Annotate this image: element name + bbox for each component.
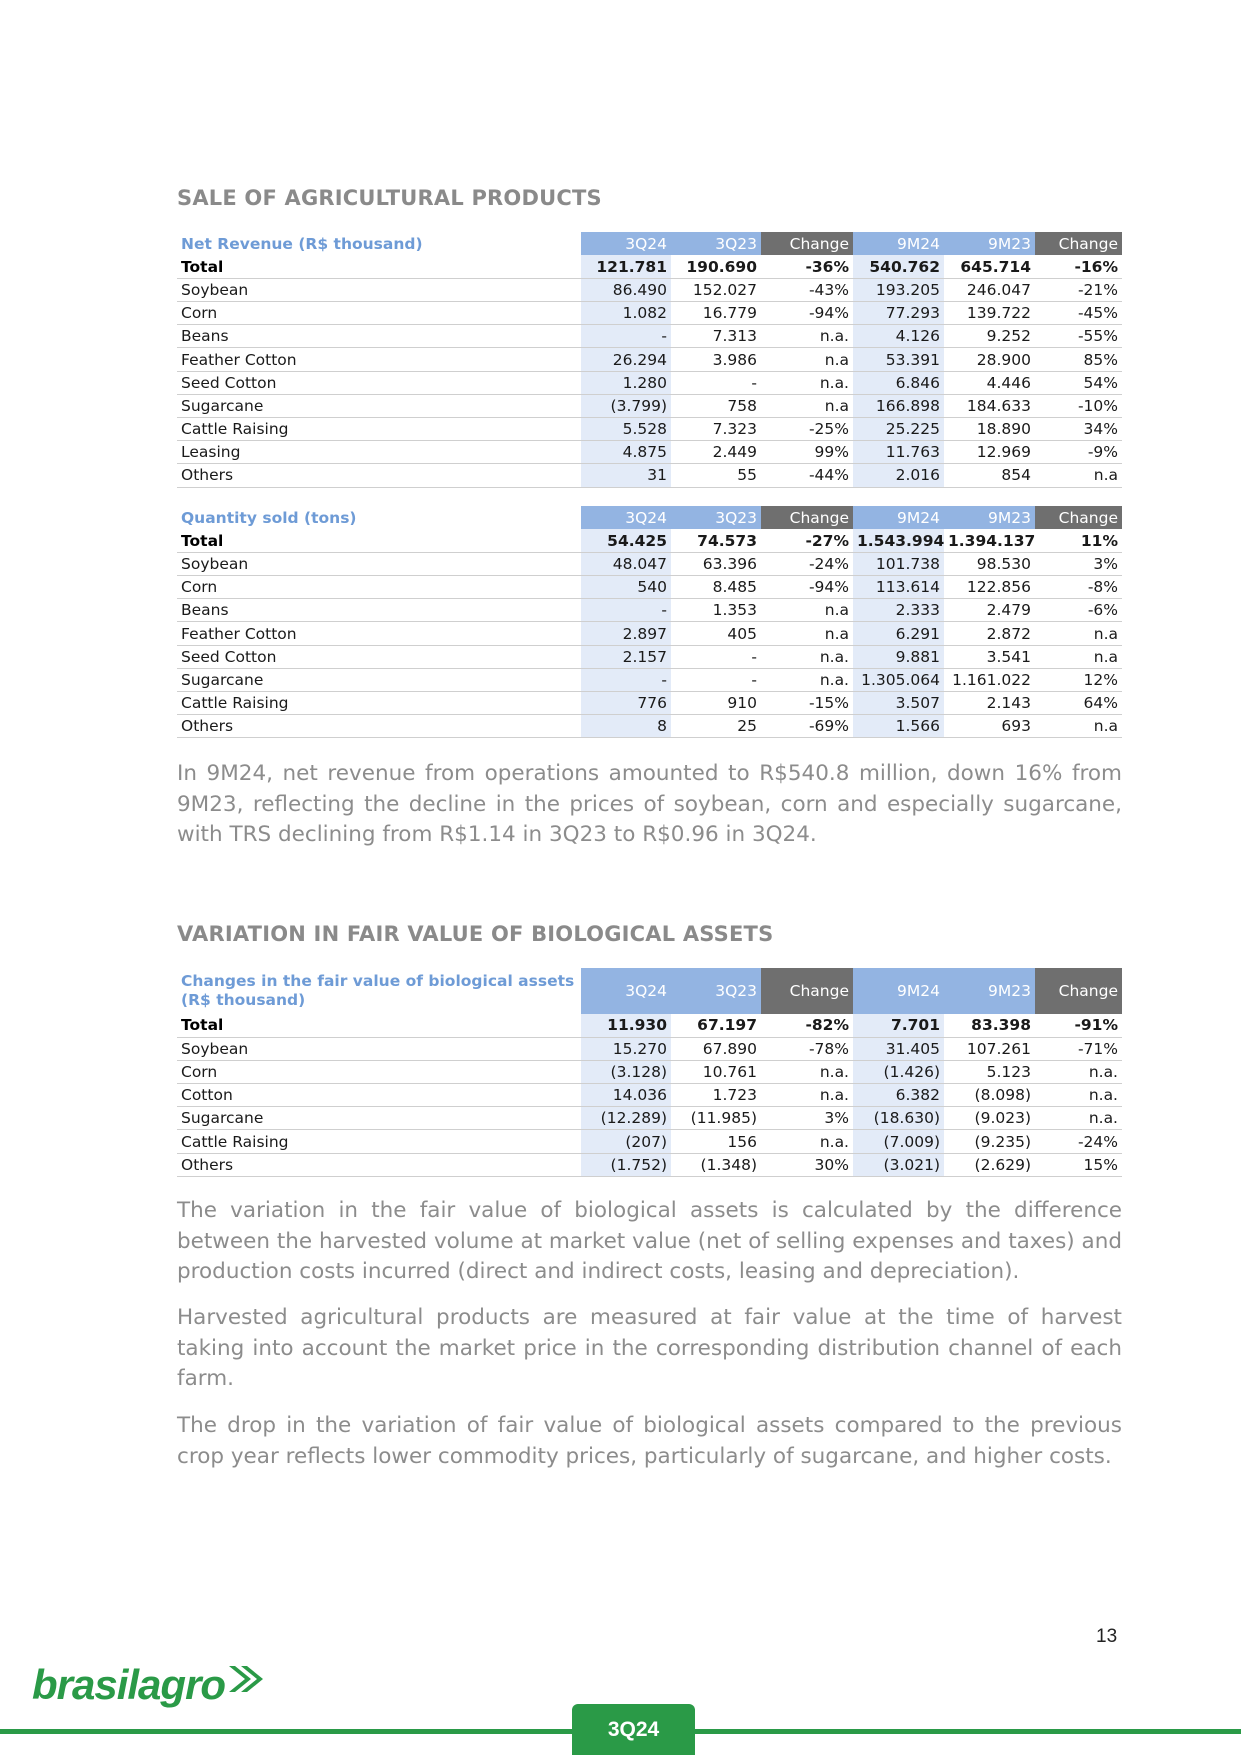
table-header-row xyxy=(177,506,1122,529)
column-header: 3Q24 xyxy=(581,506,671,529)
table-total-row xyxy=(177,1014,1122,1037)
table-cell: -78% xyxy=(761,1037,853,1060)
table-cell: (11.985) xyxy=(671,1107,761,1130)
table-cell: 67.890 xyxy=(671,1037,761,1060)
table-cell: -16% xyxy=(1035,255,1122,278)
table-cell: -94% xyxy=(761,576,853,599)
table-cell: -71% xyxy=(1035,1037,1122,1060)
table-cell: 12% xyxy=(1035,668,1122,691)
table-cell: 18.890 xyxy=(944,418,1035,441)
table-cell: 85% xyxy=(1035,348,1122,371)
column-header: 9M23 xyxy=(944,232,1035,255)
row-label: Feather Cotton xyxy=(177,348,581,371)
table-row xyxy=(177,692,1122,715)
column-header: 9M24 xyxy=(853,506,944,529)
table-cell: -25% xyxy=(761,418,853,441)
column-header: Change xyxy=(1035,232,1122,255)
logo-wordmark: brasilagro xyxy=(32,1661,226,1708)
table-cell: -82% xyxy=(761,1014,853,1037)
table-cell: 3.986 xyxy=(671,348,761,371)
table-cell: n.a. xyxy=(761,645,853,668)
table-cell: 16.779 xyxy=(671,302,761,325)
table-cell: -24% xyxy=(1035,1130,1122,1153)
table-cell: 77.293 xyxy=(853,302,944,325)
table-cell: n.a. xyxy=(1035,1107,1122,1130)
table-cell: n.a xyxy=(1035,645,1122,668)
table-cell: 1.305.064 xyxy=(853,668,944,691)
table-cell: 184.633 xyxy=(944,394,1035,417)
table-cell: -8% xyxy=(1035,576,1122,599)
table-cell: -15% xyxy=(761,692,853,715)
table-cell: 122.856 xyxy=(944,576,1035,599)
table-cell: 30% xyxy=(761,1153,853,1176)
table-row xyxy=(177,278,1122,301)
column-header: 3Q23 xyxy=(671,506,761,529)
table-header-row xyxy=(177,232,1122,255)
column-header: 9M24 xyxy=(853,232,944,255)
table-cell: - xyxy=(671,668,761,691)
table-cell: 2.016 xyxy=(853,464,944,487)
row-label: Others xyxy=(177,715,581,738)
table-row xyxy=(177,622,1122,645)
column-header: Change xyxy=(1035,968,1122,1014)
table-cell: 1.082 xyxy=(581,302,671,325)
table-cell: 1.353 xyxy=(671,599,761,622)
table-row xyxy=(177,348,1122,371)
table-cell: 53.391 xyxy=(853,348,944,371)
row-label: Sugarcane xyxy=(177,668,581,691)
table-row xyxy=(177,1130,1122,1153)
column-header: 3Q23 xyxy=(671,232,761,255)
row-label: Total xyxy=(177,255,581,278)
footer-period-tab: 3Q24 xyxy=(572,1704,695,1755)
table-cell: 28.900 xyxy=(944,348,1035,371)
table-cell: 67.197 xyxy=(671,1014,761,1037)
table-cell: n.a. xyxy=(761,371,853,394)
table-title: Changes in the fair value of biological assets (R$ thousand) xyxy=(177,968,581,1014)
table-cell: 7.323 xyxy=(671,418,761,441)
table-cell: 193.205 xyxy=(853,278,944,301)
row-label: Beans xyxy=(177,599,581,622)
table-cell: 11.763 xyxy=(853,441,944,464)
table-cell: -10% xyxy=(1035,394,1122,417)
table-cell: 2.479 xyxy=(944,599,1035,622)
table-cell: n.a xyxy=(761,599,853,622)
table-cell: n.a. xyxy=(761,1084,853,1107)
table-cell: 25.225 xyxy=(853,418,944,441)
table-cell: n.a. xyxy=(761,668,853,691)
table-cell: -69% xyxy=(761,715,853,738)
table-cell: (8.098) xyxy=(944,1084,1035,1107)
table-cell: 107.261 xyxy=(944,1037,1035,1060)
table-cell: 11.930 xyxy=(581,1014,671,1037)
table-cell: (7.009) xyxy=(853,1130,944,1153)
table-cell: -94% xyxy=(761,302,853,325)
table-total-row xyxy=(177,255,1122,278)
table-cell: 3.507 xyxy=(853,692,944,715)
row-label: Beans xyxy=(177,325,581,348)
table-cell: (9.235) xyxy=(944,1130,1035,1153)
row-label: Sugarcane xyxy=(177,394,581,417)
section-title-fair-value: VARIATION IN FAIR VALUE OF BIOLOGICAL ASSETS xyxy=(177,922,774,946)
table-cell: 854 xyxy=(944,464,1035,487)
row-label: Feather Cotton xyxy=(177,622,581,645)
table-cell: 3% xyxy=(761,1107,853,1130)
column-header: Change xyxy=(761,968,853,1014)
table-cell: 6.382 xyxy=(853,1084,944,1107)
table-cell: 910 xyxy=(671,692,761,715)
table-cell: 14.036 xyxy=(581,1084,671,1107)
table-row xyxy=(177,464,1122,487)
table-cell: (12.289) xyxy=(581,1107,671,1130)
table-cell: (9.023) xyxy=(944,1107,1035,1130)
table-row xyxy=(177,1153,1122,1176)
row-label: Seed Cotton xyxy=(177,371,581,394)
table-row xyxy=(177,441,1122,464)
table-row xyxy=(177,394,1122,417)
fair-value-table xyxy=(177,968,1122,1177)
table-cell: (1.348) xyxy=(671,1153,761,1176)
table-cell: (18.630) xyxy=(853,1107,944,1130)
table-cell: 166.898 xyxy=(853,394,944,417)
row-label: Soybean xyxy=(177,552,581,575)
table-cell: 1.723 xyxy=(671,1084,761,1107)
table-cell: 11% xyxy=(1035,529,1122,552)
page-number: 13 xyxy=(1096,1626,1118,1647)
table-cell: 2.449 xyxy=(671,441,761,464)
brasilagro-logo xyxy=(32,1660,267,1710)
table-cell: -44% xyxy=(761,464,853,487)
table-cell: 26.294 xyxy=(581,348,671,371)
table-cell: 540 xyxy=(581,576,671,599)
table-cell: 83.398 xyxy=(944,1014,1035,1037)
table-cell: - xyxy=(581,599,671,622)
row-label: Sugarcane xyxy=(177,1107,581,1130)
table-cell: n.a xyxy=(1035,622,1122,645)
fair-value-paragraph-1: The variation in the fair value of biological assets is calculated by the difference between the harvested volume at market value (net of selling expenses and taxes) and production costs incurred (direct and indirect costs, leasing and depreciation). xyxy=(177,1198,1122,1284)
table-cell: 25 xyxy=(671,715,761,738)
table-cell: 6.291 xyxy=(853,622,944,645)
table-cell: 113.614 xyxy=(853,576,944,599)
row-label: Leasing xyxy=(177,441,581,464)
column-header: Change xyxy=(761,506,853,529)
table-cell: 8 xyxy=(581,715,671,738)
table-cell: 9.881 xyxy=(853,645,944,668)
table-cell: -24% xyxy=(761,552,853,575)
table-cell: 139.722 xyxy=(944,302,1035,325)
row-label: Cattle Raising xyxy=(177,1130,581,1153)
table-cell: -21% xyxy=(1035,278,1122,301)
table-row xyxy=(177,599,1122,622)
table-row xyxy=(177,1084,1122,1107)
table-cell: 4.446 xyxy=(944,371,1035,394)
table-cell: 99% xyxy=(761,441,853,464)
table-cell: n.a xyxy=(1035,464,1122,487)
table-cell: n.a xyxy=(1035,715,1122,738)
table-cell: 152.027 xyxy=(671,278,761,301)
table-cell: n.a. xyxy=(761,325,853,348)
table-cell: n.a. xyxy=(761,1130,853,1153)
table-row xyxy=(177,1037,1122,1060)
table-cell: 645.714 xyxy=(944,255,1035,278)
table-row xyxy=(177,371,1122,394)
row-label: Total xyxy=(177,529,581,552)
quantity-sold-table xyxy=(177,506,1122,738)
table-cell: n.a xyxy=(761,394,853,417)
table-cell: 1.280 xyxy=(581,371,671,394)
table-title: Net Revenue (R$ thousand) xyxy=(177,232,581,255)
table-cell: 156 xyxy=(671,1130,761,1153)
table-title: Quantity sold (tons) xyxy=(177,506,581,529)
table-cell: 1.161.022 xyxy=(944,668,1035,691)
table-cell: -36% xyxy=(761,255,853,278)
table-cell: 540.762 xyxy=(853,255,944,278)
table-cell: 7.313 xyxy=(671,325,761,348)
table-cell: 34% xyxy=(1035,418,1122,441)
row-label: Total xyxy=(177,1014,581,1037)
table-cell: - xyxy=(671,645,761,668)
table-row xyxy=(177,576,1122,599)
table-cell: n.a. xyxy=(761,1060,853,1083)
table-cell: -91% xyxy=(1035,1014,1122,1037)
table-cell: 6.846 xyxy=(853,371,944,394)
table-total-row xyxy=(177,529,1122,552)
table-cell: (1.752) xyxy=(581,1153,671,1176)
table-cell: 4.875 xyxy=(581,441,671,464)
table-cell: n.a xyxy=(761,348,853,371)
table-cell: - xyxy=(581,668,671,691)
table-cell: n.a. xyxy=(1035,1084,1122,1107)
row-label: Others xyxy=(177,464,581,487)
table-cell: n.a. xyxy=(1035,1060,1122,1083)
table-cell: (3.128) xyxy=(581,1060,671,1083)
table-cell: 63.396 xyxy=(671,552,761,575)
net-revenue-table xyxy=(177,232,1122,488)
column-header: Change xyxy=(1035,506,1122,529)
table-cell: -45% xyxy=(1035,302,1122,325)
table-row xyxy=(177,668,1122,691)
table-header-row xyxy=(177,968,1122,1014)
column-header: 9M23 xyxy=(944,968,1035,1014)
table-row xyxy=(177,302,1122,325)
table-cell: -9% xyxy=(1035,441,1122,464)
table-cell: 1.543.994 xyxy=(853,529,944,552)
column-header: 9M23 xyxy=(944,506,1035,529)
table-cell: - xyxy=(671,371,761,394)
row-label: Soybean xyxy=(177,278,581,301)
table-cell: 5.528 xyxy=(581,418,671,441)
table-cell: -6% xyxy=(1035,599,1122,622)
table-cell: 2.157 xyxy=(581,645,671,668)
table-cell: 1.566 xyxy=(853,715,944,738)
table-cell: 31 xyxy=(581,464,671,487)
column-header: 3Q24 xyxy=(581,232,671,255)
row-label: Corn xyxy=(177,302,581,325)
fair-value-paragraph-3: The drop in the variation of fair value of biological assets compared to the previous crop year reflects lower commodity prices, particularly of sugarcane, and higher costs. xyxy=(177,1413,1122,1469)
row-label: Seed Cotton xyxy=(177,645,581,668)
table-cell: 405 xyxy=(671,622,761,645)
table-cell: (3.799) xyxy=(581,394,671,417)
table-row xyxy=(177,645,1122,668)
row-label: Corn xyxy=(177,576,581,599)
chevron-logo-icon xyxy=(227,1664,267,1694)
table-cell: 101.738 xyxy=(853,552,944,575)
table-cell: 54% xyxy=(1035,371,1122,394)
table-cell: 55 xyxy=(671,464,761,487)
table-cell: 190.690 xyxy=(671,255,761,278)
table-cell: 86.490 xyxy=(581,278,671,301)
table-cell: 2.143 xyxy=(944,692,1035,715)
table-cell: 7.701 xyxy=(853,1014,944,1037)
table-cell: 693 xyxy=(944,715,1035,738)
table-cell: (207) xyxy=(581,1130,671,1153)
table-cell: 48.047 xyxy=(581,552,671,575)
table-cell: -27% xyxy=(761,529,853,552)
table-cell: 4.126 xyxy=(853,325,944,348)
table-row xyxy=(177,1060,1122,1083)
table-cell: 54.425 xyxy=(581,529,671,552)
table-cell: (2.629) xyxy=(944,1153,1035,1176)
table-cell: 758 xyxy=(671,394,761,417)
row-label: Cotton xyxy=(177,1084,581,1107)
table-cell: 8.485 xyxy=(671,576,761,599)
column-header: 9M24 xyxy=(853,968,944,1014)
column-header: 3Q23 xyxy=(671,968,761,1014)
table-cell: n.a xyxy=(761,622,853,645)
table-cell: 10.761 xyxy=(671,1060,761,1083)
table-cell: 2.872 xyxy=(944,622,1035,645)
table-cell: (3.021) xyxy=(853,1153,944,1176)
column-header: 3Q24 xyxy=(581,968,671,1014)
table-cell: 246.047 xyxy=(944,278,1035,301)
table-cell: 12.969 xyxy=(944,441,1035,464)
table-row xyxy=(177,1107,1122,1130)
table-cell: 2.333 xyxy=(853,599,944,622)
table-cell: (1.426) xyxy=(853,1060,944,1083)
row-label: Cattle Raising xyxy=(177,418,581,441)
row-label: Others xyxy=(177,1153,581,1176)
table-cell: 15.270 xyxy=(581,1037,671,1060)
table-cell: 121.781 xyxy=(581,255,671,278)
table-cell: 1.394.137 xyxy=(944,529,1035,552)
table-cell: -55% xyxy=(1035,325,1122,348)
table-cell: 64% xyxy=(1035,692,1122,715)
table-cell: 98.530 xyxy=(944,552,1035,575)
table-cell: 5.123 xyxy=(944,1060,1035,1083)
table-cell: 15% xyxy=(1035,1153,1122,1176)
table-cell: - xyxy=(581,325,671,348)
row-label: Corn xyxy=(177,1060,581,1083)
table-cell: 3% xyxy=(1035,552,1122,575)
table-cell: 2.897 xyxy=(581,622,671,645)
row-label: Cattle Raising xyxy=(177,692,581,715)
table-row xyxy=(177,325,1122,348)
column-header: Change xyxy=(761,232,853,255)
table-cell: -43% xyxy=(761,278,853,301)
table-row xyxy=(177,552,1122,575)
table-cell: 776 xyxy=(581,692,671,715)
fair-value-paragraph-2: Harvested agricultural products are measured at fair value at the time of harvest taking into account the market price in the corresponding distribution channel of each farm. xyxy=(177,1305,1122,1391)
table-cell: 3.541 xyxy=(944,645,1035,668)
table-cell: 9.252 xyxy=(944,325,1035,348)
table-cell: 74.573 xyxy=(671,529,761,552)
row-label: Soybean xyxy=(177,1037,581,1060)
section-title-sales: SALE OF AGRICULTURAL PRODUCTS xyxy=(177,186,602,210)
table-row xyxy=(177,418,1122,441)
sales-summary-paragraph: In 9M24, net revenue from operations amounted to R$540.8 million, down 16% from 9M23, reflecting the decline in the prices of soybean, corn and especially sugarcane, with TRS declining from R$1.14 in 3Q23 to R$0.96 in 3Q24. xyxy=(177,761,1122,847)
table-cell: 31.405 xyxy=(853,1037,944,1060)
table-row xyxy=(177,715,1122,738)
